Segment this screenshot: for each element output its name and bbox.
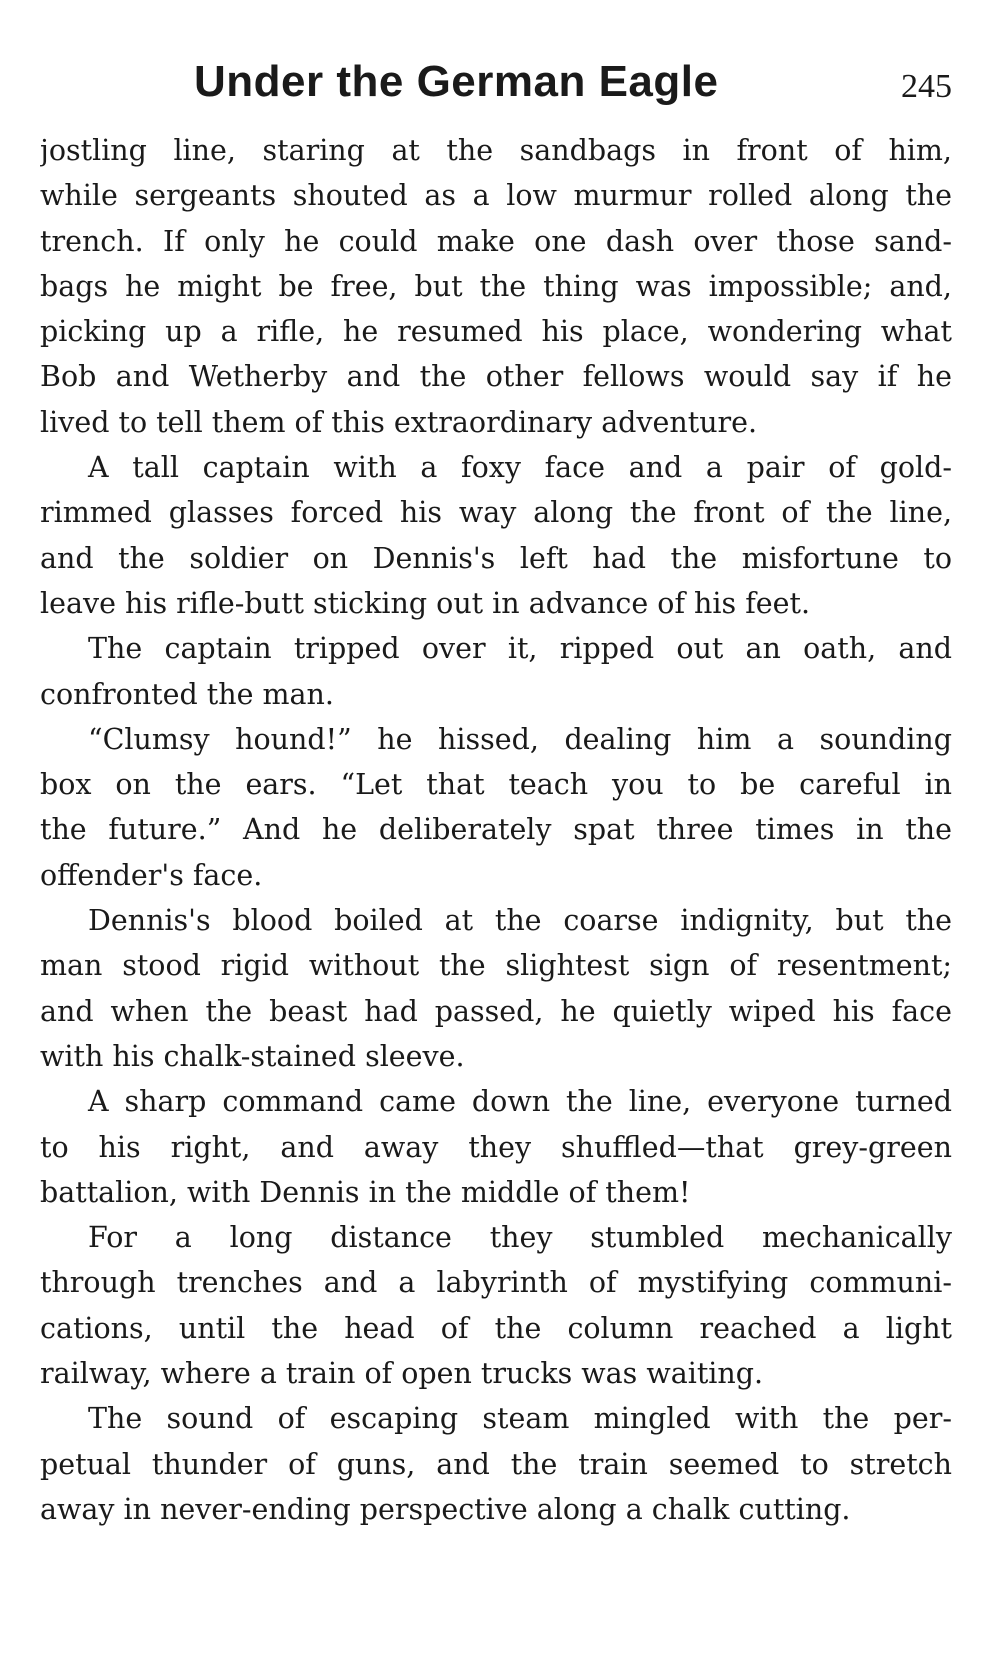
- text-line: and when the beast had passed, he quietly wiped his face: [40, 994, 952, 1028]
- text-line: The captain tripped over it, ripped out an oath, and: [88, 632, 952, 666]
- text-line: bags he might be free, but the thing was impossible; and,: [40, 269, 952, 303]
- text-line: trench. If only he could make one dash over those sand-: [40, 224, 952, 258]
- running-title: Under the German Eagle: [194, 57, 719, 106]
- text-line: picking up a rifle, he resumed his place, wondering what: [40, 315, 952, 349]
- text-line: jostling line, staring at the sandbags in front of him,: [40, 134, 952, 167]
- text-line: leave his rifle-butt sticking out in advance of his feet.: [40, 586, 811, 620]
- text-line: A sharp command came down the line, everyone turned: [88, 1085, 952, 1119]
- paragraph: [40, 445, 952, 626]
- page-number: 245: [901, 68, 952, 105]
- paragraph: [40, 626, 952, 717]
- paragraph: [40, 1079, 952, 1215]
- text-line: Dennis's blood boiled at the coarse indignity, but the: [88, 904, 952, 938]
- text-line: to his right, and away they shuffled—that grey-green: [40, 1130, 952, 1164]
- text-line: while sergeants shouted as a low murmur rolled along the: [40, 179, 952, 213]
- text-line: offender's face.: [40, 858, 263, 892]
- text-line: lived to tell them of this extraordinary adventure.: [40, 405, 758, 439]
- text-line: the future.” And he deliberately spat three times in the: [40, 813, 952, 847]
- text-line: rimmed glasses forced his way along the front of the line,: [40, 496, 952, 530]
- text-line: “Clumsy hound!” he hissed, dealing him a sounding: [88, 722, 952, 756]
- text-line: A tall captain with a foxy face and a pair of gold-: [88, 451, 952, 485]
- text-line: box on the ears. “Let that teach you to be careful in: [40, 768, 952, 802]
- text-line: The sound of escaping steam mingled with the per-: [88, 1402, 952, 1436]
- text-line: Bob and Wetherby and the other fellows would say if he: [40, 360, 952, 394]
- text-line: petual thunder of guns, and the train seemed to stretch: [40, 1447, 952, 1481]
- paragraph: [40, 717, 952, 898]
- paragraph: [40, 128, 952, 445]
- text-line: battalion, with Dennis in the middle of them!: [40, 1175, 691, 1209]
- text-line: For a long distance they stumbled mechanically: [88, 1221, 952, 1255]
- text-line: man stood rigid without the slightest sign of resentment;: [40, 949, 952, 983]
- text-line: confronted the man.: [40, 677, 334, 711]
- text-line: away in never-ending perspective along a chalk cutting.: [40, 1492, 851, 1526]
- paragraph: [40, 1215, 952, 1396]
- paragraph: [40, 1396, 952, 1532]
- paragraph: [40, 898, 952, 1079]
- text-line: railway, where a train of open trucks was waiting.: [40, 1357, 764, 1391]
- text-line: through trenches and a labyrinth of mystifying communi-: [40, 1266, 952, 1300]
- text-line: with his chalk-stained sleeve.: [40, 1039, 465, 1073]
- text-line: and the soldier on Dennis's left had the misfortune to: [40, 541, 952, 575]
- text-line: cations, until the head of the column reached a light: [40, 1311, 952, 1345]
- body-text: [40, 128, 952, 1532]
- page-header: [40, 52, 952, 112]
